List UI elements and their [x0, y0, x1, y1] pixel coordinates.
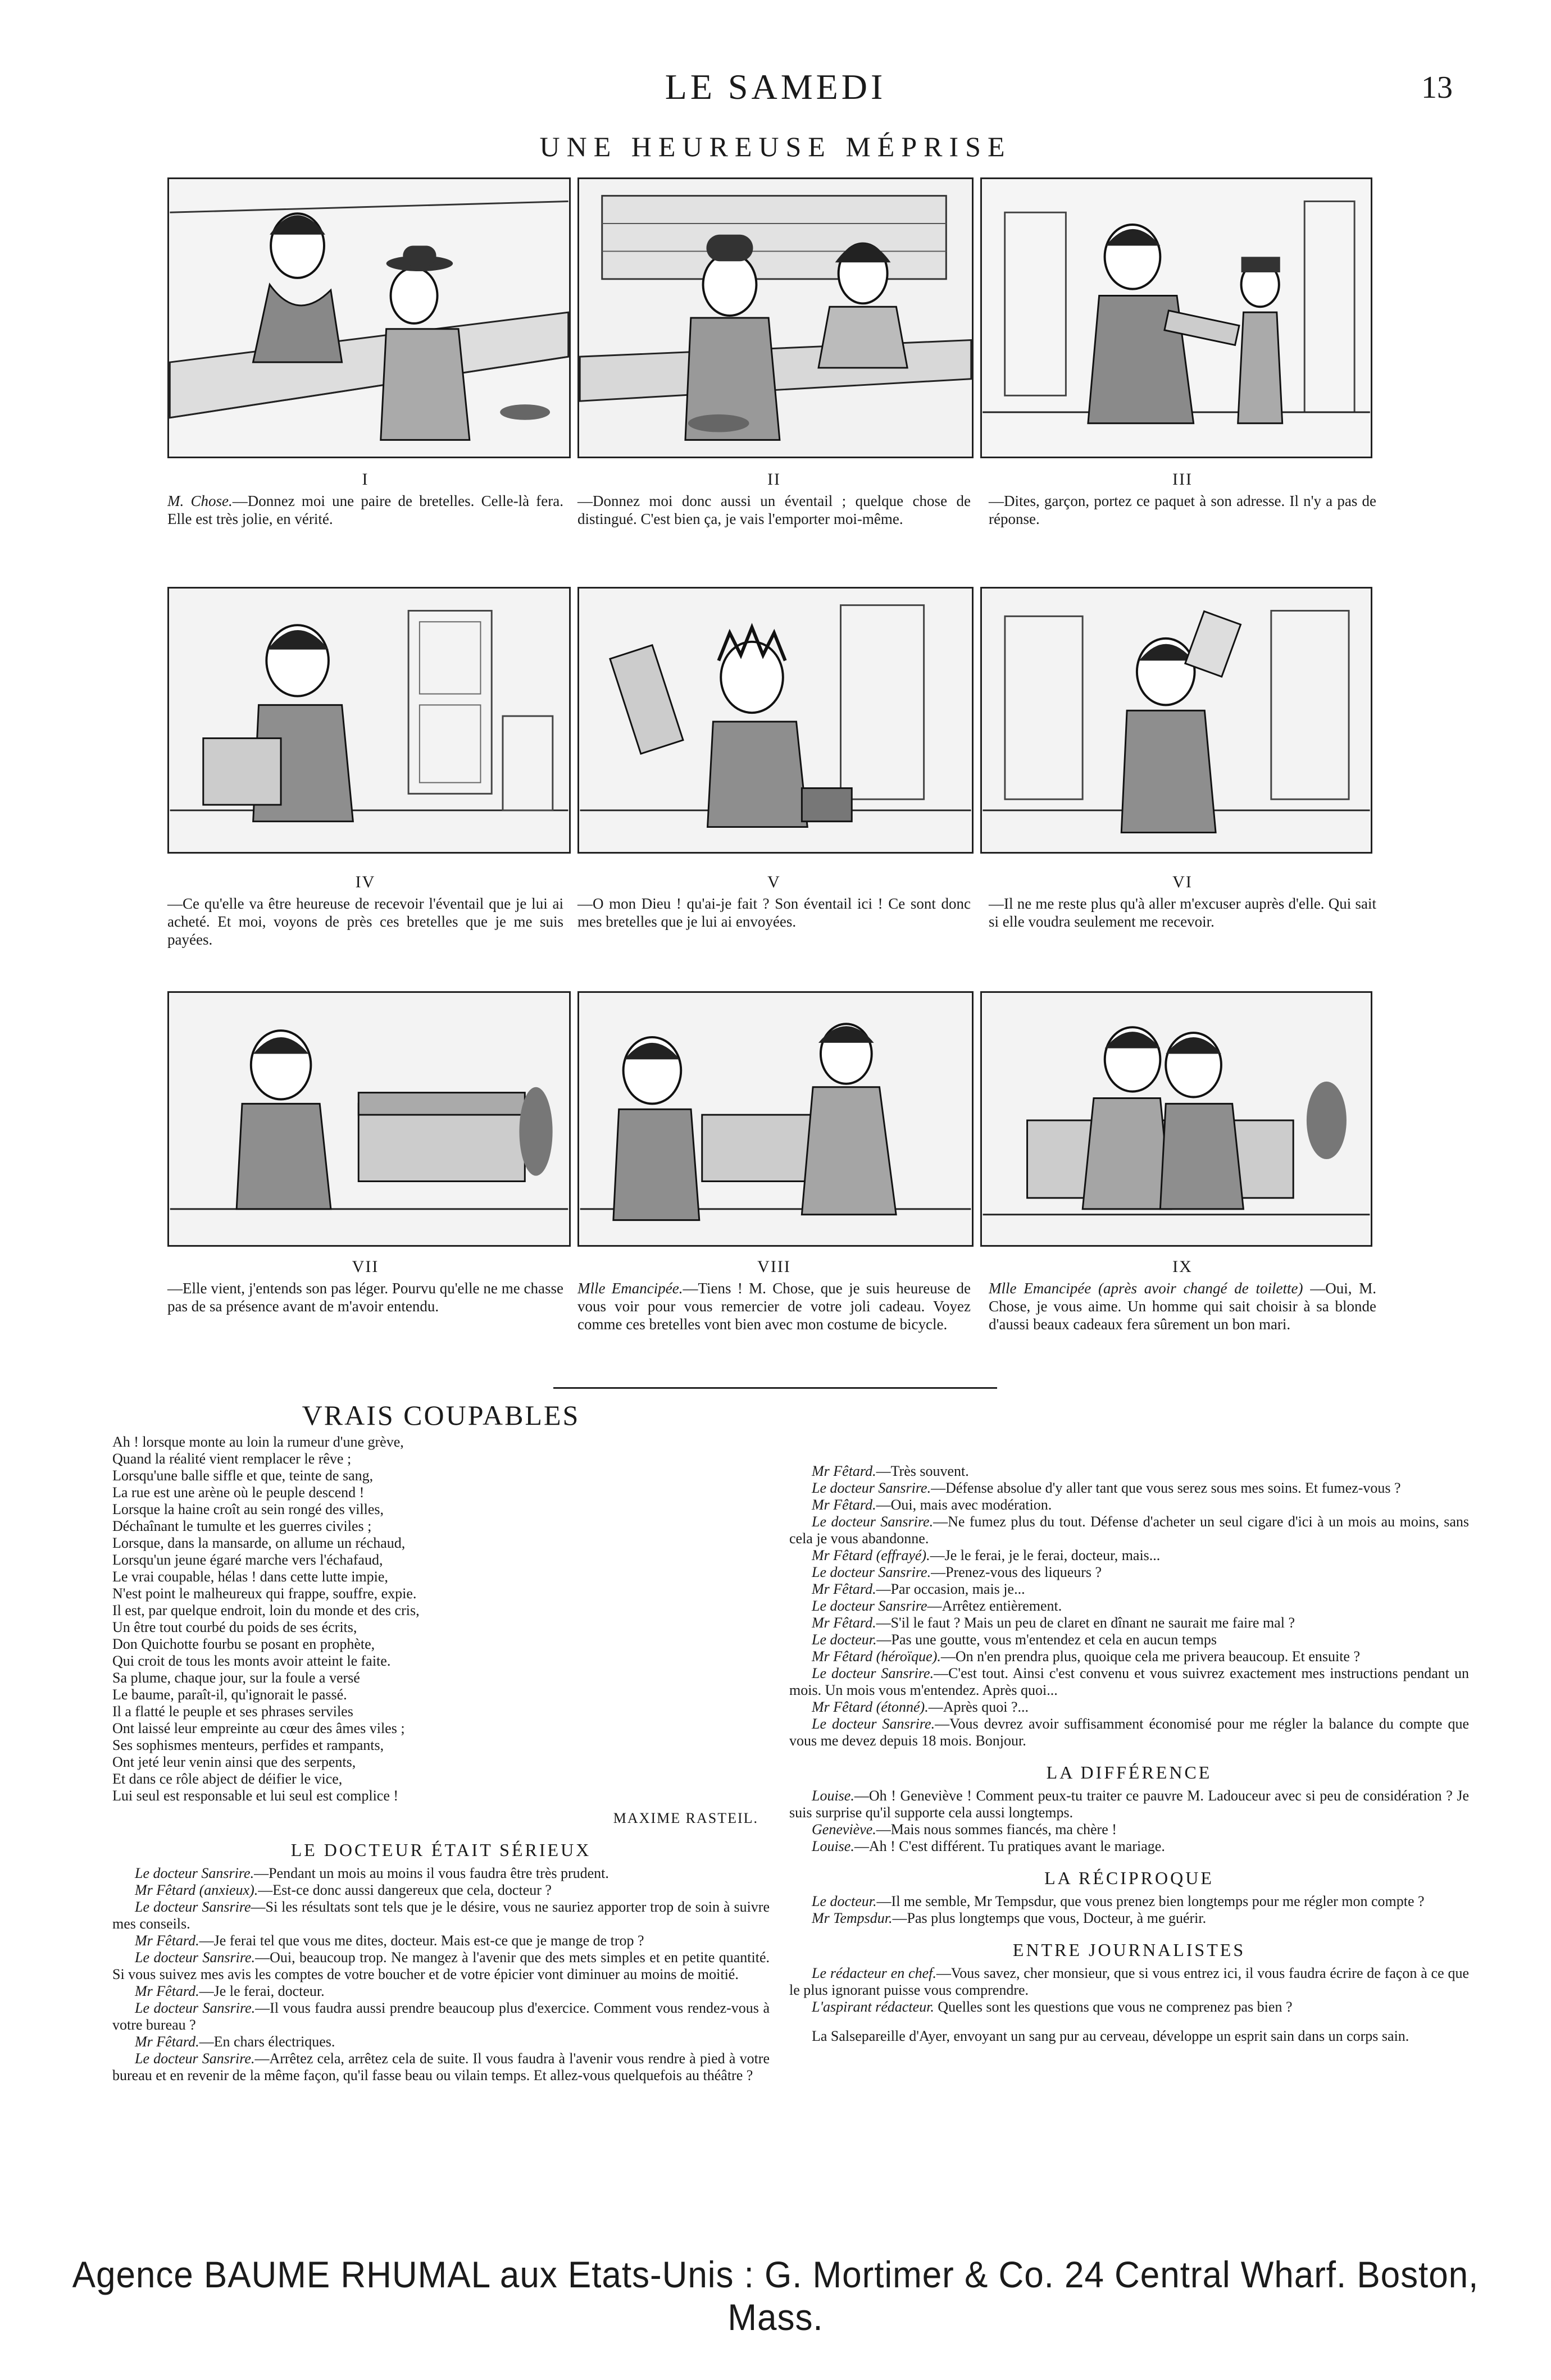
caption-text: —Dites, garçon, portez ce paquet à son adresse. Il n'y a pas de réponse. [989, 493, 1376, 527]
panel-illustration-8 [577, 991, 974, 1247]
panel-number: IV [355, 873, 376, 891]
caption-panel-1 [167, 471, 563, 528]
poem-title: VRAIS COUPABLES [302, 1399, 580, 1431]
right-column [789, 1463, 1469, 2045]
dialogue-text: —Prenez-vous des liqueurs ? [931, 1564, 1102, 1580]
dialogue-speaker: Le docteur Sansrire. [135, 2050, 255, 2067]
caption-text: —Il ne me reste plus qu'à aller m'excuser auprès d'elle. Qui sait si elle voudra seulement me recevoir. [989, 895, 1376, 930]
dialogue-speaker: Le docteur. [812, 1893, 877, 1909]
journal-title: LE SAMEDI [665, 67, 886, 107]
dialogue-text: —Mais nous sommes fiancés, ma chère ! [876, 1821, 1117, 1838]
dialogue-text: —S'il le faut ? Mais un peu de claret en dînant ne saurait me faire mal ? [876, 1615, 1295, 1631]
dialogue-line [112, 2000, 770, 2034]
page-number: 13 [1421, 70, 1453, 105]
caption-text: —Elle vient, j'entends son pas léger. Pourvu qu'elle ne me chasse pas de sa présence avant de m'avoir entendu. [167, 1280, 563, 1315]
dialogue-text: —Vous devrez avoir suffisamment économisé pour me régler la balance du compte que vous me devez depuis 18 mois. Bonjour. [789, 1716, 1469, 1749]
dialogue-text: —Je le ferai, docteur. [199, 1983, 325, 1999]
dialogue-speaker: Louise. [812, 1838, 854, 1854]
dialogue-text: —On n'en prendra plus, quoique cela me privera beaucoup. Et ensuite ? [940, 1648, 1361, 1665]
poem-line: N'est point le malheureux qui frappe, souffre, expie. [112, 1585, 417, 1602]
speaker: M. Chose. [167, 493, 233, 509]
dialogue-text: —Arrêtez cela, arrêtez cela de suite. Il vous faudra à l'avenir vous rendre à pied à votre bureau et en revenir de la même façon, qu'il fasse beau ou vilain temps. Et allez-vous quelquefois au théâtre ? [112, 2050, 770, 2083]
poem-line: Lorsqu'un jeune égaré marche vers l'échafaud, [112, 1552, 383, 1568]
dialogue-line [789, 1564, 1469, 1581]
docteur-continued [789, 1463, 1469, 1749]
dialogue-speaker: Le docteur Sansrire. [812, 1564, 931, 1580]
docteur-body [112, 1865, 770, 2084]
caption-panel-9 [989, 1258, 1376, 1333]
poem-line: Et dans ce rôle abject de déifier le vice, [112, 1771, 343, 1787]
poem-body [112, 1434, 770, 1804]
dialogue-speaker: Le docteur Sansrire. [812, 1716, 935, 1732]
panel-number: VIII [757, 1257, 791, 1276]
dialogue-speaker: Le docteur. [812, 1631, 877, 1648]
dialogue-speaker: Le docteur Sansrire [812, 1598, 927, 1614]
panel-illustration-6 [980, 587, 1372, 854]
dialogue-line [789, 1547, 1469, 1564]
panel-number: I [362, 470, 369, 489]
dialogue-text: —Très souvent. [876, 1463, 969, 1479]
panel-number: III [1172, 470, 1193, 489]
poem-line: Lorsque, dans la mansarde, on allume un réchaud, [112, 1535, 406, 1551]
dialogue-speaker: Le docteur Sansrire. [812, 1480, 931, 1496]
dialogue-speaker: Le docteur Sansrire [135, 1899, 251, 1915]
poem-line: Il est, par quelque endroit, loin du monde et des cris, [112, 1602, 420, 1618]
reciproque-body [789, 1893, 1469, 1927]
dialogue-text: Quelles sont les questions que vous ne comprenez pas bien ? [934, 1999, 1293, 2015]
dialogue-line [789, 1821, 1469, 1838]
dialogue-text: —Si les résultats sont tels que je le désire, vous ne sauriez apporter trop de soin à suivre mes conseils. [112, 1899, 770, 1932]
dialogue-text: —Oui, mais avec modération. [876, 1497, 1052, 1513]
surprised-man-illustration [579, 589, 972, 852]
dialogue-line [789, 1615, 1469, 1631]
panel-number: VI [1172, 873, 1193, 891]
reciproque-title: LA RÉCIPROQUE [1044, 1868, 1214, 1888]
dialogue-text: —Ah ! C'est différent. Tu pratiques avant le mariage. [854, 1838, 1165, 1854]
dialogue-speaker: Le rédacteur en chef. [812, 1965, 936, 1981]
poem-line: Lui seul est responsable et lui seul est complice ! [112, 1788, 399, 1804]
poem-line: Qui croit de tous les monts avoir atteint le faite. [112, 1653, 391, 1669]
caption-text: —Donnez moi une paire de bretelles. Celle-là fera. Elle est très jolie, en vérité. [167, 493, 563, 527]
panel-illustration-5 [577, 587, 974, 854]
panel-illustration-4 [167, 587, 571, 854]
dialogue-line [789, 1965, 1469, 1999]
poem-line: Un être tout courbé du poids de ses écrits, [112, 1619, 357, 1635]
dialogue-line [789, 1716, 1469, 1749]
dialogue-speaker: Louise. [812, 1788, 854, 1804]
dialogue-text: —Vous savez, cher monsieur, que si vous entrez ici, il vous faudra écrire de façon à ce que le plus ignorant puisse vous comprendre. [789, 1965, 1469, 1998]
dialogue-text: —Je le ferai, je le ferai, docteur, mais... [930, 1547, 1161, 1563]
panel-illustration-3 [980, 177, 1372, 458]
dialogue-line [789, 1581, 1469, 1598]
couple-embrace-illustration [982, 993, 1371, 1245]
dialogue-line [789, 1999, 1469, 2016]
dialogue-line [112, 1932, 770, 1949]
footer-advertisement: Agence BAUME RHUMAL aux Etats-Unis : G. Mortimer & Co. 24 Central Wharf. Boston, Mass. [72, 2254, 1479, 2338]
dialogue-speaker: Mr Fêtard (étonné). [812, 1699, 929, 1715]
difference-body [789, 1788, 1469, 1855]
poem-line: Ses sophismes menteurs, perfides et rampants, [112, 1737, 384, 1753]
dialogue-text: —Pas plus longtemps que vous, Docteur, à me guérir. [892, 1910, 1207, 1926]
dialogue-speaker: Mr Fêtard. [812, 1615, 876, 1631]
man-at-desk-illustration [169, 589, 569, 852]
dialogue-speaker: Le docteur Sansrire. [812, 1665, 934, 1681]
dialogue-speaker: Mr Fêtard. [812, 1463, 876, 1479]
journalistes-body [789, 1965, 1469, 2016]
journalistes-title: ENTRE JOURNALISTES [1012, 1940, 1246, 1960]
dialogue-speaker: Le docteur Sansrire. [135, 2000, 256, 2016]
dialogue-line [789, 1631, 1469, 1648]
dialogue-line [789, 1910, 1469, 1927]
poem-line: Ont laissé leur empreinte au cœur des âmes viles ; [112, 1720, 405, 1736]
dialogue-speaker: Mr Tempsdur. [812, 1910, 893, 1926]
lady-arrives-illustration [579, 993, 972, 1245]
dialogue-text: —C'est tout. Ainsi c'est convenu et vous suivrez exactement mes instructions pendant un mois. Un mois vous m'entendez. Après quoi... [789, 1665, 1469, 1698]
dialogue-text: —Oui, beaucoup trop. Ne mangez à l'avenir que des mets simples et en petite quantité. Si vous suivez mes avis les comptes de votre boucher et de votre épicier vont diminuer au moins de moitié. [112, 1949, 770, 1982]
dialogue-text: —Il vous faudra aussi prendre beaucoup plus d'exercice. Comment vous rendez-vous à votre bureau ? [112, 2000, 770, 2033]
dialogue-text: —Oh ! Geneviève ! Comment peux-tu traiter ce pauvre M. Ladouceur avec si peu de considération ? Je suis surprise qu'il supporte cela aussi longtemps. [789, 1788, 1469, 1821]
panel-number: IX [1172, 1257, 1193, 1276]
difference-title: LA DIFFÉRENCE [1046, 1762, 1212, 1782]
waiting-man-illustration [169, 993, 569, 1245]
caption-panel-2 [577, 471, 971, 528]
dialogue-text: —Défense absolue d'y aller tant que vous serez sous mes soins. Et fumez-vous ? [931, 1480, 1401, 1496]
dialogue-line [789, 1699, 1469, 1716]
poem-line: Don Quichotte fourbu se posant en prophète, [112, 1636, 375, 1652]
shop-counter-illustration [169, 179, 569, 457]
masthead [0, 66, 1551, 117]
dialogue-line [789, 1598, 1469, 1615]
dialogue-line [789, 1788, 1469, 1821]
panel-illustration-1 [167, 177, 571, 458]
dialogue-text: —Il me semble, Mr Tempsdur, que vous prenez bien longtemps pour me régler mon compte ? [876, 1893, 1425, 1909]
dialogue-line [112, 2050, 770, 2084]
speaker: Mlle Emancipée (après avoir changé de toilette) [989, 1280, 1303, 1297]
poem-line: Quand la réalité vient remplacer le rêve ; [112, 1451, 352, 1467]
panel-number: II [767, 470, 781, 489]
dialogue-line [789, 1480, 1469, 1497]
panel-number: V [767, 873, 781, 891]
poem-line: Sa plume, chaque jour, sur la foule a versé [112, 1670, 360, 1686]
dialogue-speaker: Mr Fêtard (héroïque). [812, 1648, 941, 1665]
dialogue-speaker: Mr Fêtard (effrayé). [812, 1547, 930, 1563]
dialogue-speaker: L'aspirant rédacteur. [812, 1999, 934, 2015]
dialogue-text: —Après quoi ?... [928, 1699, 1029, 1715]
caption-text: —Oui, M. Chose, je vous aime. Un homme qui sait choisir à sa blonde d'aussi beaux cadeaux fera sûrement un bon mari. [989, 1280, 1377, 1333]
dialogue-line [112, 1949, 770, 1983]
dialogue-speaker: Le docteur Sansrire. [812, 1513, 934, 1530]
poem-line: Le vrai coupable, hélas ! dans cette lutte impie, [112, 1569, 388, 1585]
caption-panel-6 [989, 873, 1376, 931]
messenger-illustration [982, 179, 1371, 457]
salsepareille-ad: La Salsepareille d'Ayer, envoyant un sang pur au cerveau, développe un esprit sain dans un corps sain. [812, 2028, 1409, 2044]
poem-line: Ont jeté leur venin ainsi que des serpents, [112, 1754, 356, 1770]
shop-fan-illustration [579, 179, 972, 457]
dialogue-speaker: Mr Fêtard. [812, 1581, 876, 1597]
dialogue-text: —Par occasion, mais je... [876, 1581, 1025, 1597]
panel-number: VII [352, 1257, 379, 1276]
dialogue-speaker: Mr Fêtard. [135, 1983, 199, 1999]
dialogue-line [789, 1893, 1469, 1910]
left-column [112, 1399, 770, 2084]
dialogue-line [112, 1882, 770, 1899]
panel-illustration-9 [980, 991, 1372, 1247]
dialogue-line [789, 1463, 1469, 1480]
speaker: Mlle Emancipée. [577, 1280, 683, 1297]
docteur-title: LE DOCTEUR ÉTAIT SÉRIEUX [290, 1840, 592, 1860]
poem-author: MAXIME RASTEIL. [613, 1810, 758, 1826]
poem-line: Lorsque la haine croît au sein rongé des villes, [112, 1501, 384, 1517]
caption-text: —Tiens ! M. Chose, que je suis heureuse de vous voir pour vous remercier de votre joli cadeau. Voyez comme ces bretelles vont bien avec mon costume de bicycle. [577, 1280, 971, 1333]
dialogue-line [112, 1899, 770, 1932]
poem-line: Déchaînant le tumulte et les guerres civiles ; [112, 1518, 372, 1534]
dialogue-speaker: Mr Fêtard. [135, 2034, 199, 2050]
dialogue-text: —Pas une goutte, vous m'entendez et cela en aucun temps [876, 1631, 1217, 1648]
dialogue-text: —Est-ce donc aussi dangereux que cela, docteur ? [258, 1882, 552, 1898]
poem-line: Ah ! lorsque monte au loin la rumeur d'une grève, [112, 1434, 404, 1450]
panel-illustration-2 [577, 177, 974, 458]
caption-panel-7 [167, 1258, 563, 1315]
caption-text: —Donnez moi donc aussi un éventail ; quelque chose de distingué. C'est bien ça, je vais l'emporter moi-même. [577, 493, 971, 527]
caption-text: —O mon Dieu ! qu'ai-je fait ? Son éventail ici ! Ce sont donc mes bretelles que je lui ai envoyées. [577, 895, 971, 930]
dialogue-text: —Ne fumez plus du tout. Défense d'acheter un seul cigare d'ici à un mois au moins, sans cela je vous abandonne. [789, 1513, 1470, 1547]
dialogue-line [789, 1513, 1469, 1547]
dialogue-text: —Pendant un mois au moins il vous faudra être très prudent. [254, 1865, 609, 1881]
man-with-paper-illustration [982, 589, 1371, 852]
dialogue-speaker: Geneviève. [812, 1821, 876, 1838]
dialogue-line [112, 2034, 770, 2050]
dialogue-line [112, 1865, 770, 1882]
dialogue-speaker: Le docteur Sansrire. [135, 1865, 254, 1881]
dialogue-text: —En chars électriques. [199, 2034, 335, 2050]
strip-title: UNE HEUREUSE MÉPRISE [539, 131, 1012, 162]
dialogue-line [789, 1497, 1469, 1513]
dialogue-speaker: Le docteur Sansrire. [135, 1949, 256, 1966]
dialogue-text: —Je ferai tel que vous me dites, docteur. Mais est-ce que je mange de trop ? [199, 1932, 644, 1949]
caption-panel-3 [989, 471, 1376, 528]
dialogue-speaker: Mr Fêtard. [812, 1497, 876, 1513]
section-divider [553, 1387, 997, 1389]
dialogue-line [789, 1648, 1469, 1665]
dialogue-text: —Arrêtez entièrement. [927, 1598, 1062, 1614]
dialogue-line [789, 1665, 1469, 1699]
caption-panel-8 [577, 1258, 971, 1333]
panel-illustration-7 [167, 991, 571, 1247]
caption-panel-4 [167, 873, 563, 949]
caption-text: —Ce qu'elle va être heureuse de recevoir l'éventail que je lui ai acheté. Et moi, voyons de près ces bretelles que je me suis payées. [167, 895, 563, 948]
poem-line: Lorsqu'une balle siffle et que, teinte de sang, [112, 1467, 374, 1484]
poem-line: Le baume, paraît-il, qu'ignorait le passé. [112, 1686, 347, 1703]
poem-line: Il a flatté le peuple et ses phrases serviles [112, 1703, 353, 1720]
dialogue-speaker: Mr Fêtard (anxieux). [135, 1882, 258, 1898]
caption-panel-5 [577, 873, 971, 931]
dialogue-line [112, 1983, 770, 2000]
poem-line: La rue est une arène où le peuple descend ! [112, 1484, 365, 1501]
dialogue-line [789, 1838, 1469, 1855]
dialogue-speaker: Mr Fêtard. [135, 1932, 199, 1949]
